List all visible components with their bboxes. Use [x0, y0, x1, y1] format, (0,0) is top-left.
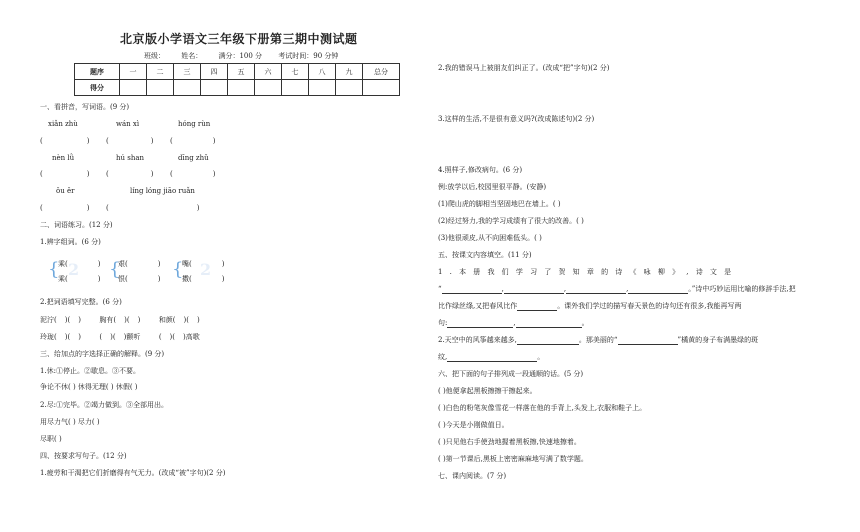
- score-input-cell[interactable]: [309, 80, 336, 96]
- fill-text: (: [158, 333, 162, 341]
- score-table-score-row: [75, 80, 400, 96]
- fill-text: 和颜(: [158, 316, 176, 324]
- fill-text: )(: [110, 333, 116, 341]
- score-table: [74, 63, 400, 96]
- fill-text: )(: [183, 316, 190, 324]
- question-4-1: 1.疲劳和干渴把它们折磨得有气无力。(改成“被”字句)(2 分): [40, 469, 226, 477]
- fill-text: 泥泞(: [40, 316, 57, 324]
- score-input-cell[interactable]: [228, 80, 255, 96]
- sentence-item[interactable]: (3)他很顽皮,从不向困难低头。( ): [438, 234, 542, 242]
- char-label: 乘(: [58, 260, 68, 268]
- score-cell: 五: [228, 64, 255, 80]
- char-item[interactable]: 嘴( ): [182, 260, 225, 268]
- section-7-heading: 七、课内阅读。(7 分): [438, 472, 507, 480]
- score-input-cell[interactable]: [336, 80, 363, 96]
- score-cell: 八: [309, 64, 336, 80]
- score-cell: 一: [120, 64, 147, 80]
- fill-text: )(: [124, 316, 130, 324]
- section-3-heading: 三、给加点的字选择正确的解释。(9 分): [40, 350, 165, 358]
- score-input-cell[interactable]: [363, 80, 400, 96]
- answer-paren[interactable]: ( ): [106, 170, 154, 178]
- question-5-2-line[interactable]: [438, 336, 758, 345]
- exam-meta: [144, 51, 352, 61]
- sentence-item[interactable]: (2)经过努力,我的学习成绩有了很大的改善。( ): [438, 217, 584, 225]
- brace-icon: {: [172, 259, 184, 280]
- exam-time: 考试时间：90 分钟: [278, 52, 339, 60]
- example-sentence: 例:放学以后,校园里很平静。(安静): [438, 183, 547, 191]
- page-title: 北京版小学语文三年级下册第三期中测试题: [120, 32, 358, 46]
- question-3-2: 2.尽:①完毕。②竭力做到。③全部用出。: [40, 401, 169, 409]
- question-5-1-line[interactable]: 句: , 。: [438, 319, 589, 327]
- pinyin: xiǎn zhù: [48, 120, 78, 128]
- blank[interactable]: [504, 285, 564, 294]
- score-cell: 二: [147, 64, 174, 80]
- blank[interactable]: [566, 285, 626, 294]
- section-2-heading: 二、词语练习。(12 分): [40, 221, 113, 229]
- fill-text: )高歌: [183, 333, 200, 341]
- question-4-4: 4.照样子,修改病句。(6 分): [438, 166, 523, 174]
- fill-text: ): [137, 316, 141, 324]
- fill-text: (: [99, 333, 103, 341]
- score-table-header-row: [75, 64, 400, 80]
- answer-paren[interactable]: ( ): [106, 204, 200, 212]
- fill-row[interactable]: [40, 316, 200, 325]
- question-4-3: 3.这样的生活,不是很有意义吗?(改成陈述句)(2 分): [438, 115, 595, 123]
- section-1-heading: 一、看拼音，写词语。(9 分): [40, 103, 130, 111]
- score-cell: 六: [255, 64, 282, 80]
- text: 纹,: [438, 353, 448, 361]
- question-5-1-line[interactable]: “ , , , 。”诗中巧妙运用比喻的修辞手法,把: [438, 285, 796, 293]
- score-input-cell[interactable]: [120, 80, 147, 96]
- blank[interactable]: [447, 353, 537, 362]
- score-input-cell[interactable]: [282, 80, 309, 96]
- section-5-heading: 五、按课文内容填空。(11 分): [438, 251, 532, 259]
- char-item[interactable]: 乘( ): [58, 260, 101, 268]
- order-item[interactable]: ( )第一节课后,黑板上密密麻麻地写满了数学题。: [438, 455, 588, 463]
- fill-text: ): [78, 333, 81, 341]
- fill-text: ): [78, 316, 81, 324]
- question-5-1: 1.本册我们学习了贺知章的诗《咏柳》,诗文是: [438, 268, 739, 276]
- watermark-2: 2: [200, 260, 212, 279]
- fill-text: )(: [169, 333, 176, 341]
- score-cell: 得分: [75, 80, 120, 96]
- order-item[interactable]: ( )白色的粉笔灰像雪花一样落在他的手背上,头发上,衣服和鞋子上。: [438, 404, 647, 412]
- question-5-1-line[interactable]: [438, 302, 741, 311]
- char-label: 嘴(: [182, 260, 192, 268]
- blank[interactable]: [516, 319, 582, 328]
- score-input-cell[interactable]: [147, 80, 174, 96]
- question-3-1: 1.休:①停止。②歇息。③不要。: [40, 367, 141, 375]
- pinyin: dīng zhǔ: [178, 154, 209, 162]
- score-cell: 总分: [363, 64, 400, 80]
- text: 2.天空中的风筝越来越多,: [438, 336, 517, 344]
- score-input-cell[interactable]: [201, 80, 228, 96]
- char-label: 艰(: [118, 260, 128, 268]
- full-score: 满分：100 分: [218, 52, 263, 60]
- pinyin: hóng rùn: [178, 120, 211, 128]
- sentence-item[interactable]: (1)爬山虎的脚相当坚固地巴在墙上。( ): [438, 200, 561, 208]
- text: 。课外我们学过的描写春天景色的诗句还有很多,我能再写两: [557, 302, 742, 310]
- text: ”橘黄的身子布满墨绿的斑: [677, 336, 759, 344]
- pinyin: ǒu ěr: [56, 187, 75, 195]
- char-item[interactable]: 恨( ): [118, 275, 161, 283]
- char-item[interactable]: 擞( ): [182, 275, 225, 283]
- answer-paren[interactable]: ( ): [40, 204, 90, 212]
- watermark-2: 2: [68, 260, 80, 279]
- text: 比作绿丝绦,又把春风比作: [438, 302, 518, 310]
- blank[interactable]: [618, 336, 678, 345]
- question-2-2: 2.把词语填写完整。(6 分): [40, 298, 122, 306]
- quote-open: “: [438, 285, 442, 293]
- pinyin: nèn lǜ: [52, 154, 75, 162]
- blank[interactable]: [628, 285, 688, 294]
- brace-icon: {: [48, 259, 60, 280]
- score-cell: 题序: [75, 64, 120, 80]
- score-cell: 四: [201, 64, 228, 80]
- question-2-1: 1.辨字组词。(6 分): [40, 238, 101, 246]
- order-item[interactable]: ( )只见他右手使劲地握着黑板擦,快速地擦着。: [438, 438, 581, 446]
- score-cell: 三: [174, 64, 201, 80]
- score-cell: 七: [282, 64, 309, 80]
- pinyin: hú shan: [116, 154, 145, 162]
- brace-icon: {: [109, 259, 121, 280]
- fill-text: )(: [64, 316, 71, 324]
- fill-text: )颤听: [123, 333, 141, 341]
- question-3-2-answers[interactable]: 尽职( ): [40, 435, 62, 443]
- section-6-heading: 六、把下面的句子排列成一段通顺的话。(5 分): [438, 370, 584, 378]
- char-label: 乘(: [58, 275, 68, 283]
- char-label: 恨(: [118, 275, 128, 283]
- fill-text: )(: [64, 333, 71, 341]
- fill-text: 玲珑(: [40, 333, 57, 341]
- score-input-cell[interactable]: [174, 80, 201, 96]
- order-item[interactable]: ( )今天是小刚做值日。: [438, 421, 509, 429]
- char-label: 擞(: [182, 275, 192, 283]
- section-4-heading: 四、按要求写句子。(12 分): [40, 452, 127, 460]
- score-input-cell[interactable]: [255, 80, 282, 96]
- pinyin: líng lóng jiāo ruǎn: [130, 187, 195, 195]
- question-4-2: 2.我的错误马上被朋友们纠正了。(改成“把”字句)(2 分): [438, 64, 610, 72]
- char-item[interactable]: 乘( ): [58, 275, 101, 283]
- blank[interactable]: [442, 285, 502, 294]
- fill-text: 胸有(: [99, 316, 117, 324]
- fill-text: ): [197, 316, 200, 324]
- order-item[interactable]: ( )他便拿起黑板擦擦干擦起来。: [438, 387, 537, 395]
- answer-paren[interactable]: ( ): [170, 170, 216, 178]
- quote-close: 。”诗中巧妙运用比喻的修辞手法,把: [688, 285, 796, 293]
- pinyin: wán xì: [116, 120, 140, 128]
- question-5-2-line[interactable]: 纹, 。: [438, 353, 545, 361]
- blank[interactable]: [517, 336, 579, 345]
- char-item[interactable]: 艰( ): [118, 260, 161, 268]
- text: 句:: [438, 319, 448, 327]
- name-label: 姓名：: [181, 52, 203, 60]
- score-cell: 九: [336, 64, 363, 80]
- text: 。那美丽的“: [578, 336, 618, 344]
- blank[interactable]: [517, 302, 557, 311]
- question-3-1-answers[interactable]: 争论不休( ) 休得无理( ) 休假( ): [40, 383, 138, 391]
- answer-paren[interactable]: ( ): [40, 170, 90, 178]
- fill-row[interactable]: [40, 333, 200, 342]
- answer-paren[interactable]: ( ): [170, 137, 216, 145]
- blank[interactable]: [447, 319, 513, 328]
- answer-paren[interactable]: ( ): [106, 137, 154, 145]
- class-label: 班级：: [144, 52, 165, 60]
- answer-paren[interactable]: ( ): [40, 137, 90, 145]
- question-3-2-answers[interactable]: 用尽力气( ) 尽力( ): [40, 418, 100, 426]
